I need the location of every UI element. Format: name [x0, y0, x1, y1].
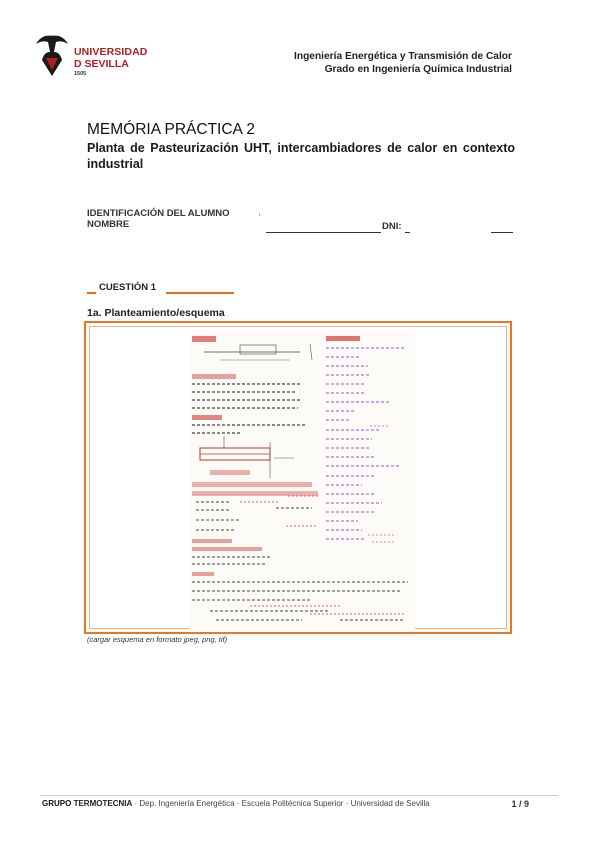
identification-label	[87, 208, 230, 230]
degree-title: Grado en Ingeniería Química Industrial	[324, 64, 512, 75]
section-heading: 1a. Planteamiento/esquema	[87, 307, 225, 319]
handwritten-notes-image	[190, 330, 415, 630]
page-title: MEMÓRIA PRÁCTICA 2	[87, 121, 255, 138]
university-logo	[32, 30, 152, 82]
seal-icon	[32, 30, 72, 82]
tick-mark: '	[259, 213, 261, 222]
dni-field[interactable]	[491, 232, 513, 233]
footer-affiliation: · Dep. Ingeniería Energética · Escuela Politécnica Superior · Universidad de Sevilla	[132, 799, 430, 808]
course-title: Ingeniería Energética y Transmisión de Calor	[294, 51, 512, 62]
university-name: UNIVERSIDAD	[74, 46, 148, 58]
identification-heading: IDENTIFICACIÓN DEL ALUMNO	[87, 208, 230, 219]
name-field[interactable]	[266, 232, 381, 233]
dni-field-start[interactable]	[405, 232, 410, 233]
heading-rule-right	[166, 292, 234, 294]
page-subtitle: Planta de Pasteurización UHT, intercambiadores de calor en contexto industrial	[87, 141, 515, 171]
footer-text	[42, 799, 430, 808]
footer-rule	[40, 795, 558, 796]
name-label: NOMBRE	[87, 219, 130, 230]
page-number: 1 / 9	[511, 799, 529, 809]
footer-group: GRUPO	[42, 799, 72, 808]
university-year: 1505	[74, 71, 87, 77]
university-city: D SEVILLA	[74, 58, 129, 70]
upload-note: (cargar esquema en formato jpeg, png, tif)	[87, 635, 228, 644]
question-heading: CUESTIÓN 1	[99, 282, 157, 293]
dni-label: DNI:	[382, 221, 402, 232]
footer-group-name: TERMOTECNIA	[73, 799, 133, 808]
heading-rule-left	[87, 292, 96, 294]
